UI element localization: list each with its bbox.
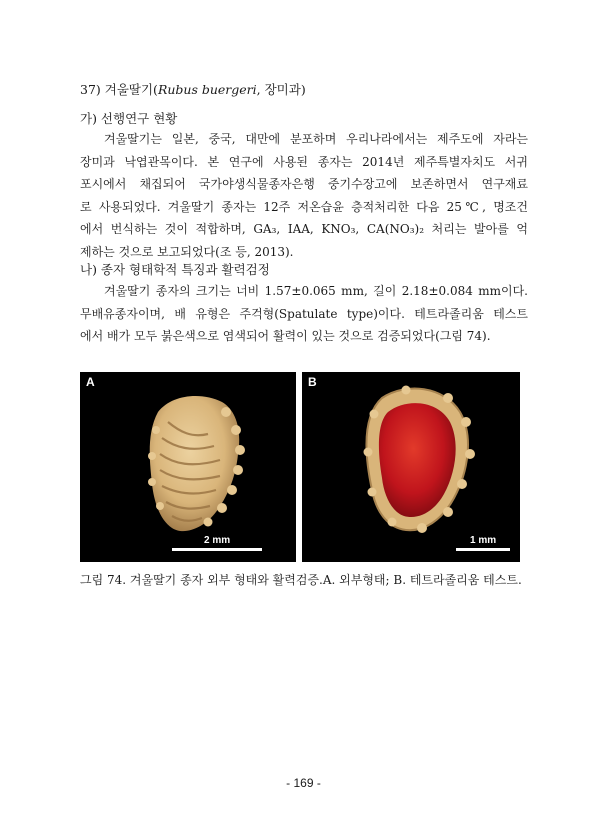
paragraph-line: 로 사용되었다. 겨울딸기 종자는 12주 저온습윤 층적처리한 다음 25℃, 명조건 [80, 199, 528, 214]
section-suffix: , 장미과) [256, 82, 306, 97]
seed-tetrazolium-image [302, 372, 520, 562]
paragraph-prior-research [80, 128, 528, 263]
page-number: - 169 - [286, 776, 321, 790]
subheading-morphology: 나) 종자 형태학적 특징과 활력검정 [80, 262, 270, 277]
section-latin-name: Rubus buergeri [157, 82, 257, 97]
panel-label-a: A [86, 375, 95, 389]
figure-panel-a [80, 372, 296, 562]
paragraph-line: 장미과 낙엽관목이다. 본 연구에 사용된 종자는 2014년 제주특별자치도 서귀 [80, 154, 528, 169]
paragraph-line: 겨울딸기는 일본, 중국, 대만에 분포하며 우리나라에서는 제주도에 자라는 [104, 132, 528, 146]
paragraph-line: 무배유종자이며, 배 유형은 주걱형(Spatulate type)이다. 테트라졸리움 테스트 [80, 306, 528, 321]
section-heading [80, 82, 306, 98]
scale-bar-b [456, 548, 510, 551]
subheading-prior-research: 가) 선행연구 현황 [80, 111, 178, 126]
seed-exterior-image [80, 372, 296, 562]
paragraph-morphology [80, 280, 528, 348]
section-number: 37) 겨울딸기( [80, 82, 158, 97]
paragraph-line: 제하는 것으로 보고되었다(조 등, 2013). [80, 244, 294, 259]
panel-label-b: B [308, 375, 317, 389]
paragraph-line: 에서 번식하는 것이 적합하며, GA₃, IAA, KNO₃, CA(NO₃)₂ 처리는 발아를 억 [80, 222, 528, 236]
figure-caption: 그림 74. 겨울딸기 종자 외부 형태와 활력검증.A. 외부형태; B. 테트라졸리움 테스트. [80, 573, 522, 587]
scale-bar-a [172, 548, 262, 551]
paragraph-line: 포시에서 채집되어 국가야생식물종자은행 중기수장고에 보존하면서 연구재료 [80, 177, 528, 191]
paragraph-line: 겨울딸기 종자의 크기는 너비 1.57±0.065 mm, 길이 2.18±0.084 mm이다. [104, 284, 528, 298]
scale-label-a: 2 mm [204, 535, 231, 546]
figure-panel-b [302, 372, 520, 562]
paragraph-line: 에서 배가 모두 붉은색으로 염색되어 활력이 있는 것으로 검증되었다(그림 74). [80, 329, 491, 343]
scale-label-b: 1 mm [470, 535, 497, 546]
